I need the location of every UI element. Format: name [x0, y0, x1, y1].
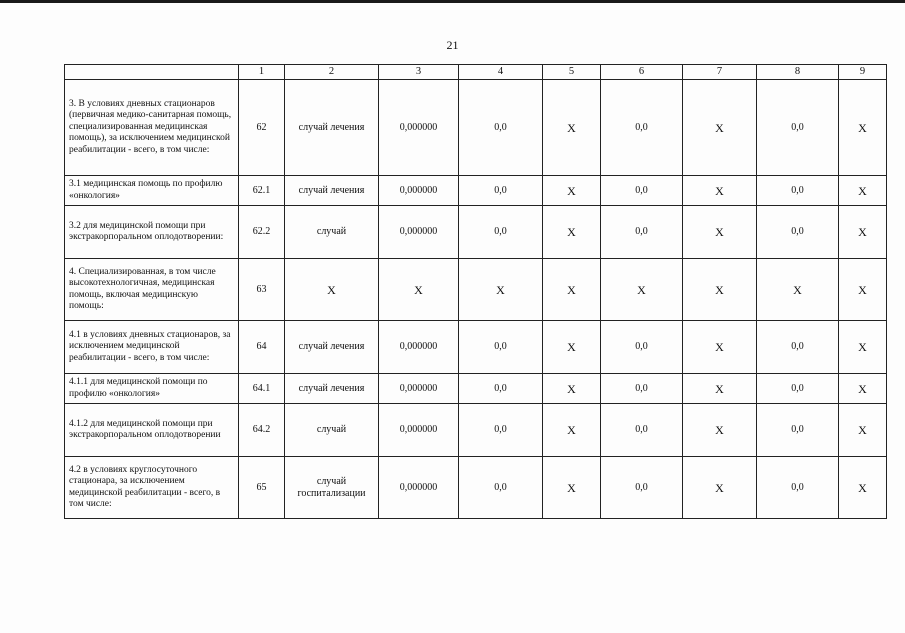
value-cell: 0,0 — [601, 457, 683, 519]
data-table — [64, 64, 887, 519]
value-cell: X — [683, 404, 757, 457]
unit-cell: случай лечения — [285, 176, 379, 206]
value-cell: X — [839, 259, 887, 321]
value-cell: 0,0 — [757, 206, 839, 259]
row-code: 65 — [239, 457, 285, 519]
header-cell: 9 — [839, 65, 887, 80]
header-cell: 1 — [239, 65, 285, 80]
value-cell: X — [543, 259, 601, 321]
header-cell: 5 — [543, 65, 601, 80]
header-cell — [65, 65, 239, 80]
value-cell: X — [839, 457, 887, 519]
value-cell: X — [683, 206, 757, 259]
value-cell: X — [839, 404, 887, 457]
header-cell: 4 — [459, 65, 543, 80]
value-cell: 0,0 — [459, 404, 543, 457]
table-row — [65, 80, 887, 176]
header-cell: 7 — [683, 65, 757, 80]
header-cell: 6 — [601, 65, 683, 80]
row-code: 62.1 — [239, 176, 285, 206]
value-cell: X — [683, 374, 757, 404]
table-row — [65, 259, 887, 321]
value-cell: X — [543, 176, 601, 206]
row-label: 3.2 для медицинской помощи при экстракорпоральном оплодотворении: — [65, 206, 239, 259]
value-cell: 0,0 — [757, 457, 839, 519]
value-cell: X — [839, 206, 887, 259]
value-cell: 0,000000 — [379, 176, 459, 206]
value-cell: X — [839, 321, 887, 374]
value-cell: 0,0 — [459, 80, 543, 176]
value-cell: 0,0 — [757, 321, 839, 374]
value-cell: 0,0 — [459, 206, 543, 259]
row-label: 4.1 в условиях дневных стационаров, за исключением медицинской реабилитации - всего, в том числе: — [65, 321, 239, 374]
row-code: 64 — [239, 321, 285, 374]
row-label: 3.1 медицинская помощь по профилю «онкология» — [65, 176, 239, 206]
value-cell: X — [683, 176, 757, 206]
column-number-row — [65, 65, 887, 80]
value-cell: 0,0 — [757, 176, 839, 206]
value-cell: 0,0 — [757, 404, 839, 457]
value-cell: 0,000000 — [379, 321, 459, 374]
page-number: 21 — [446, 38, 459, 52]
value-cell: 0,0 — [459, 321, 543, 374]
value-cell: X — [683, 259, 757, 321]
row-label: 3. В условиях дневных стационаров (первичная медико-санитарная помощь, специализированная медицинская помощь), за исключением медицинской реабилитации - всего, в том числе: — [65, 80, 239, 176]
value-cell: X — [379, 259, 459, 321]
unit-cell: случай — [285, 404, 379, 457]
value-cell: 0,0 — [459, 457, 543, 519]
row-code: 64.1 — [239, 374, 285, 404]
unit-cell: X — [285, 259, 379, 321]
value-cell: 0,0 — [757, 80, 839, 176]
value-cell: 0,000000 — [379, 206, 459, 259]
row-label: 4.2 в условиях круглосуточного стационара, за исключением медицинской реабилитации - всего, в том числе: — [65, 457, 239, 519]
header-cell: 8 — [757, 65, 839, 80]
unit-cell: случай — [285, 206, 379, 259]
table-row — [65, 404, 887, 457]
header-cell: 2 — [285, 65, 379, 80]
value-cell: 0,0 — [601, 176, 683, 206]
value-cell: X — [683, 321, 757, 374]
value-cell: X — [543, 206, 601, 259]
row-code: 64.2 — [239, 404, 285, 457]
value-cell: X — [839, 176, 887, 206]
value-cell: 0,000000 — [379, 374, 459, 404]
value-cell: X — [601, 259, 683, 321]
value-cell: X — [839, 374, 887, 404]
row-code: 62 — [239, 80, 285, 176]
value-cell: X — [543, 457, 601, 519]
page-top-border — [0, 0, 905, 3]
value-cell: X — [543, 374, 601, 404]
unit-cell: случай лечения — [285, 374, 379, 404]
value-cell: X — [757, 259, 839, 321]
value-cell: X — [543, 80, 601, 176]
value-cell: 0,0 — [601, 374, 683, 404]
value-cell: 0,0 — [757, 374, 839, 404]
table-row — [65, 206, 887, 259]
header-cell: 3 — [379, 65, 459, 80]
value-cell: X — [459, 259, 543, 321]
value-cell: 0,0 — [601, 404, 683, 457]
table-row — [65, 176, 887, 206]
value-cell: X — [543, 404, 601, 457]
table-row — [65, 374, 887, 404]
row-code: 62.2 — [239, 206, 285, 259]
table-row — [65, 321, 887, 374]
value-cell: 0,0 — [601, 206, 683, 259]
unit-cell: случай лечения — [285, 80, 379, 176]
unit-cell: случай госпитализации — [285, 457, 379, 519]
value-cell: 0,0 — [601, 321, 683, 374]
value-cell: 0,000000 — [379, 404, 459, 457]
table-row — [65, 457, 887, 519]
value-cell: 0,0 — [601, 80, 683, 176]
row-label: 4. Специализированная, в том числе высокотехнологичная, медицинская помощь, включая медицинскую помощь: — [65, 259, 239, 321]
row-label: 4.1.1 для медицинской помощи по профилю «онкология» — [65, 374, 239, 404]
value-cell: 0,000000 — [379, 80, 459, 176]
value-cell: X — [839, 80, 887, 176]
value-cell: 0,000000 — [379, 457, 459, 519]
value-cell: X — [683, 457, 757, 519]
unit-cell: случай лечения — [285, 321, 379, 374]
value-cell: X — [683, 80, 757, 176]
value-cell: 0,0 — [459, 374, 543, 404]
row-label: 4.1.2 для медицинской помощи при экстракорпоральном оплодотворении — [65, 404, 239, 457]
row-code: 63 — [239, 259, 285, 321]
value-cell: X — [543, 321, 601, 374]
value-cell: 0,0 — [459, 176, 543, 206]
